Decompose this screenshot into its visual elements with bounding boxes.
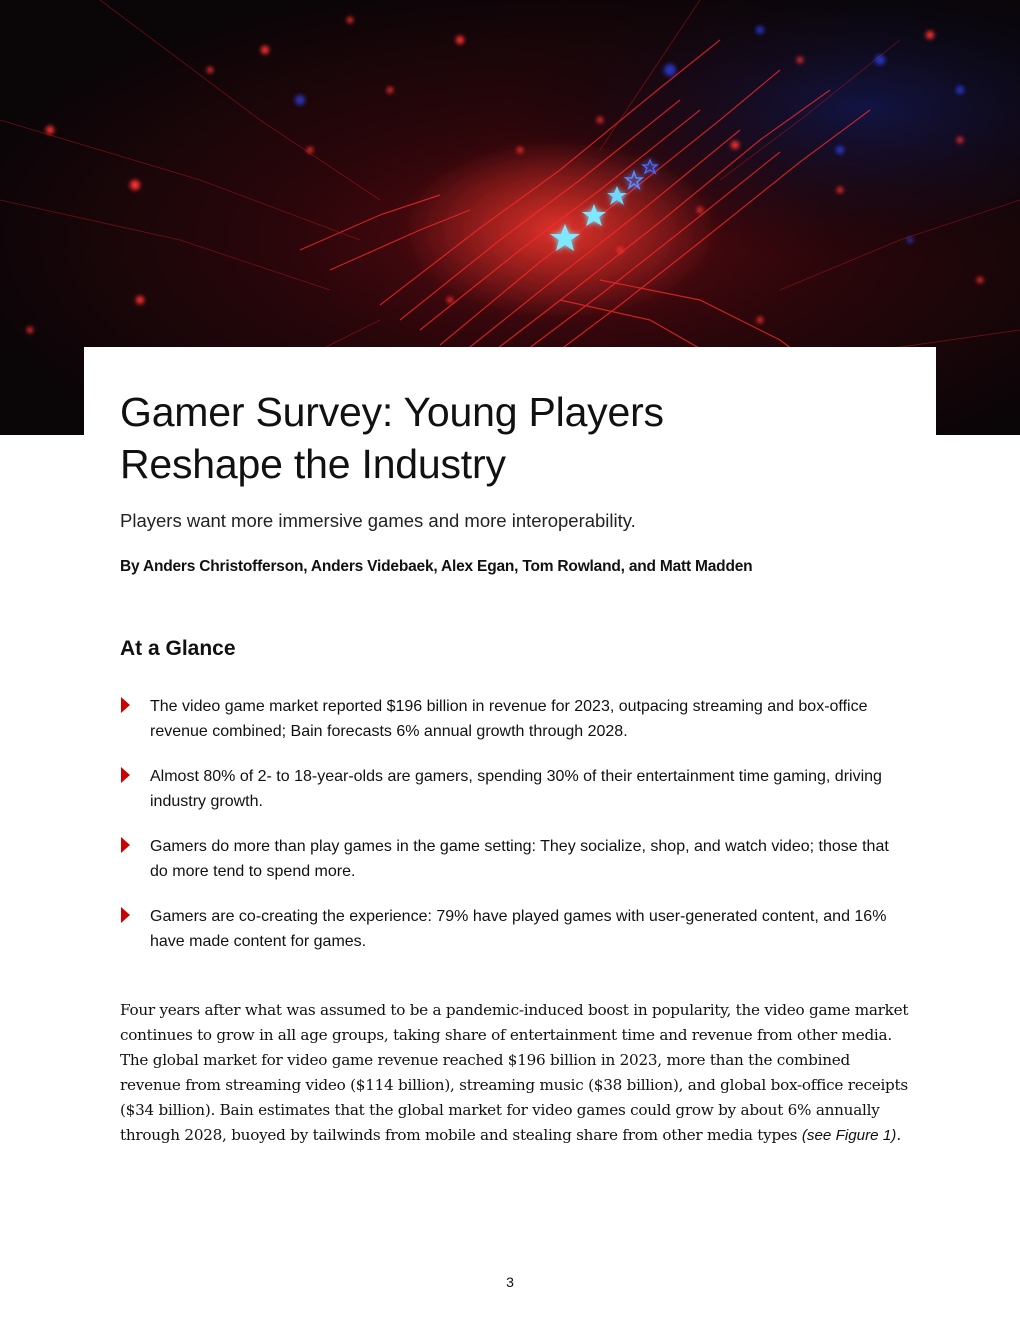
list-item — [120, 904, 910, 954]
list-item-text: Almost 80% of 2- to 18-year-olds are gamers, spending 30% of their entertainment time gaming, driving industry growth. — [150, 768, 882, 810]
body-paragraph — [120, 998, 910, 1148]
subtitle: Players want more immersive games and more interoperability. — [120, 510, 636, 531]
body-paragraph-text: Four years after what was assumed to be a pandemic-induced boost in popularity, the video game market continues to grow in all age groups, taking share of entertainment time and revenue from other media. The global market for video game revenue reached $196 billion in 2023, more than the combined revenue from streaming video ($114 billion), streaming music ($38 billion), and global box-office receipts ($34 billion). Bain estimates that the global market for video games could grow by about 6% annually through 2028, buoyed by tailwinds from mobile and stealing share from other media types — [120, 1001, 909, 1144]
red-triangle-bullet-icon — [121, 837, 130, 853]
red-triangle-bullet-icon — [121, 907, 130, 923]
list-item — [120, 764, 910, 814]
list-item-text: The video game market reported $196 billion in revenue for 2023, outpacing streaming and box-office revenue combined; Bain forecasts 6% annual growth through 2028. — [150, 698, 868, 740]
body-paragraph-end: . — [896, 1126, 901, 1144]
list-item-text: Gamers do more than play games in the game setting: They socialize, shop, and watch video; those that do more tend to spend more. — [150, 838, 889, 880]
list-item-text: Gamers are co-creating the experience: 79% have played games with user-generated content, and 16% have made content for games. — [150, 908, 887, 950]
title-line-2: Reshape the Industry — [120, 441, 506, 487]
at-a-glance-list — [120, 694, 910, 974]
red-triangle-bullet-icon — [121, 697, 130, 713]
title-line-1: Gamer Survey: Young Players — [120, 389, 664, 435]
author-byline: By Anders Christofferson, Anders Videbaek, Alex Egan, Tom Rowland, and Matt Madden — [120, 558, 753, 575]
red-triangle-bullet-icon — [121, 767, 130, 783]
list-item — [120, 834, 910, 884]
figure-reference: (see Figure 1) — [801, 1127, 897, 1144]
page-number: 3 — [506, 1274, 514, 1290]
at-a-glance-heading: At a Glance — [120, 637, 236, 660]
page-title — [120, 386, 900, 490]
list-item — [120, 694, 910, 744]
